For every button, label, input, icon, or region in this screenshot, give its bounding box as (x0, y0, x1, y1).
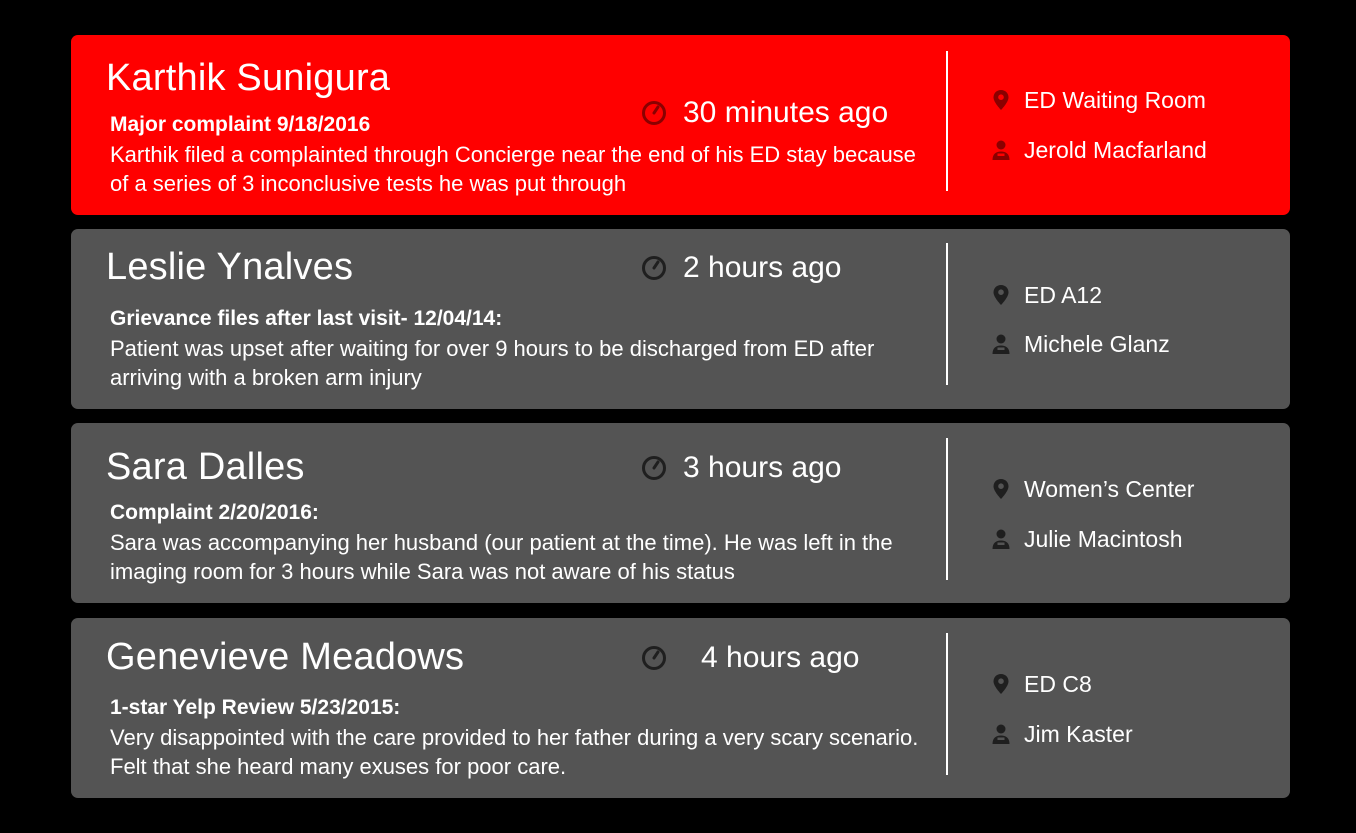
time-label: 2 hours ago (683, 251, 842, 284)
location-text: Women’s Center (1024, 476, 1195, 502)
time-label: 4 hours ago (701, 641, 860, 674)
person-icon (991, 527, 1011, 551)
staff-text: Jerold Macfarland (1024, 137, 1207, 163)
staff-row (991, 719, 1133, 749)
complaint-text: Patient was upset after waiting for over 9 hours to be discharged from ED after arriving with a broken arm injury (110, 336, 875, 390)
divider (946, 243, 948, 385)
staff-row (991, 135, 1207, 165)
person-icon (991, 138, 1011, 162)
complaint-text: Sara was accompanying her husband (our patient at the time). He was left in the imaging room for 3 hours while Sara was not aware of his status (110, 530, 893, 584)
patient-name: Karthik Sunigura (106, 57, 391, 99)
location-text: ED A12 (1024, 282, 1102, 308)
time-ago (641, 93, 888, 133)
time-ago (641, 248, 841, 288)
patient-card[interactable] (71, 618, 1290, 798)
divider (946, 633, 948, 775)
patient-name: Genevieve Meadows (106, 636, 465, 678)
time-label: 30 minutes ago (683, 96, 889, 129)
staff-text: Jim Kaster (1024, 721, 1133, 747)
location-pin-icon (991, 477, 1011, 501)
divider (946, 438, 948, 580)
staff-row (991, 329, 1170, 359)
time-ago (641, 638, 859, 678)
person-icon (991, 722, 1011, 746)
clock-icon (641, 455, 667, 481)
complaint-text: Very disappointed with the care provided to her father during a very scary scenario. Felt that she heard many exuses for poor care. (110, 725, 919, 779)
clock-icon (641, 100, 667, 126)
location-text: ED C8 (1024, 671, 1092, 697)
location-row (991, 669, 1092, 699)
patient-card[interactable] (71, 423, 1290, 603)
complaint-title: 1-star Yelp Review 5/23/2015: (110, 696, 401, 719)
location-text: ED Waiting Room (1024, 87, 1206, 113)
person-icon (991, 332, 1011, 356)
time-ago (641, 448, 841, 488)
divider (946, 51, 948, 191)
patient-name: Leslie Ynalves (106, 246, 354, 288)
patient-name: Sara Dalles (106, 446, 305, 488)
patient-card[interactable] (71, 229, 1290, 409)
complaint-text: Karthik filed a complainted through Concierge near the end of his ED stay because of a series of 3 inconclusive tests he was put through (110, 142, 916, 196)
clock-icon (641, 255, 667, 281)
location-row (991, 474, 1194, 504)
complaint-title: Major complaint 9/18/2016 (110, 113, 371, 136)
location-pin-icon (991, 283, 1011, 307)
location-row (991, 280, 1102, 310)
clock-icon (641, 645, 667, 671)
time-label: 3 hours ago (683, 451, 842, 484)
complaint-title: Grievance files after last visit- 12/04/14: (110, 307, 503, 330)
location-pin-icon (991, 672, 1011, 696)
location-row (991, 85, 1206, 115)
location-pin-icon (991, 88, 1011, 112)
staff-row (991, 524, 1183, 554)
patient-card[interactable] (71, 35, 1290, 215)
staff-text: Michele Glanz (1024, 331, 1170, 357)
staff-text: Julie Macintosh (1024, 526, 1183, 552)
complaint-title: Complaint 2/20/2016: (110, 501, 319, 524)
